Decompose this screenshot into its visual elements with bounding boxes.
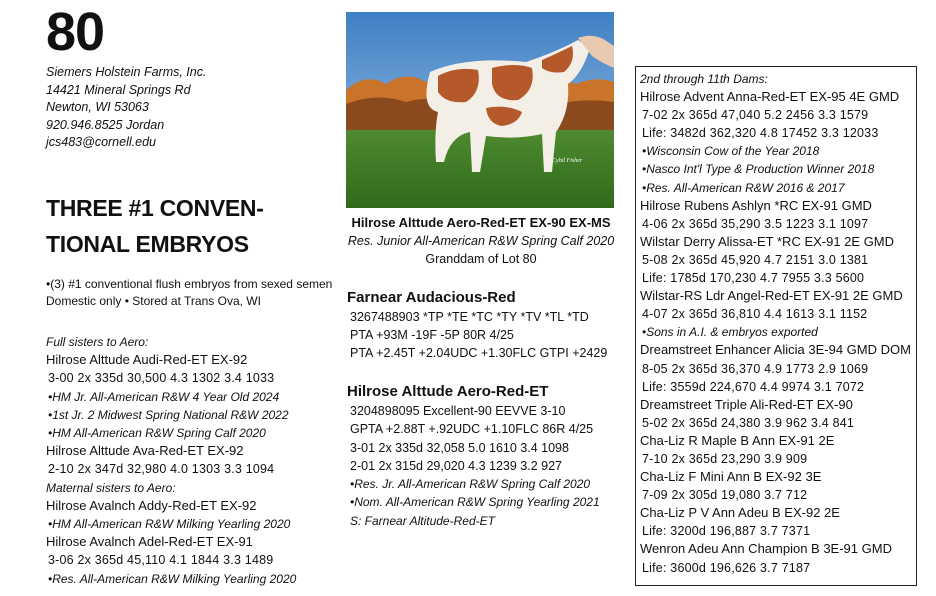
- headline-line: THREE #1 CONVEN-: [46, 195, 264, 221]
- sister-record: 2-10 2x 347d 32,980 4.0 1303 3.3 1094: [48, 462, 275, 477]
- dam-name: Cha-Liz F Mini Ann B EX-92 3E: [640, 469, 822, 485]
- lot-description: [46, 276, 332, 310]
- description-line: Domestic only • Stored at Trans Ova, WI: [46, 294, 261, 308]
- dam-name: Hilrose Rubens Ashlyn *RC EX-91 GMD: [640, 197, 872, 213]
- sisters-section: [46, 333, 336, 588]
- caption-name: Hilrose Alttude Aero-Red-ET EX-90 EX-MS: [351, 215, 611, 230]
- dam-record: Life: 1785d 170,230 4.7 7955 3.3 5600: [642, 271, 865, 286]
- lot-number: 80: [46, 2, 105, 62]
- sister-record: 3-06 2x 365d 45,110 4.1 1844 3.3 1489: [48, 553, 274, 568]
- dam-record: 2-01 2x 315d 29,020 4.3 1239 3.2 927: [350, 458, 562, 473]
- dams-box: [635, 66, 917, 586]
- sister-name: Hilrose Alttude Audi-Red-ET EX-92: [46, 352, 248, 368]
- consignor-name: Siemers Holstein Farms, Inc.: [46, 65, 207, 79]
- sister-name: Hilrose Alttude Ava-Red-ET EX-92: [46, 443, 244, 459]
- dam-record: Life: 3559d 224,670 4.4 9974 3.1 7072: [642, 379, 865, 394]
- dam-record: 7-02 2x 365d 47,040 5.2 2456 3.3 1579: [642, 108, 869, 123]
- cow-photo: [346, 12, 614, 208]
- sister-name: Hilrose Avalnch Addy-Red-ET EX-92: [46, 497, 257, 513]
- dam-record: 5-08 2x 365d 45,920 4.7 2151 3.0 1381: [642, 252, 869, 267]
- dam-name: Wilstar-RS Ldr Angel-Red-ET EX-91 2E GMD: [640, 288, 903, 304]
- dam-info-line: GPTA +2.88T +.92UDC +1.10FLC 86R 4/25: [350, 422, 594, 437]
- consignor-city: Newton, WI 53063: [46, 100, 149, 114]
- dam-note: •Nasco Int'l Type & Production Winner 2018: [642, 162, 875, 177]
- consignor-email: jcs483@cornell.edu: [46, 135, 156, 149]
- dam-name: Cha-Liz R Maple B Ann EX-91 2E: [640, 432, 835, 448]
- sire-info-line: 3267488903 *TP *TE *TC *TY *TV *TL *TD: [350, 310, 589, 324]
- sister-note: •HM Jr. All-American R&W 4 Year Old 2024: [48, 389, 280, 404]
- dam-note: •Wisconsin Cow of the Year 2018: [642, 144, 820, 159]
- consignor-phone: 920.946.8525 Jordan: [46, 117, 165, 132]
- dam-record: 5-02 2x 365d 24,380 3.9 962 3.4 841: [642, 415, 855, 430]
- sire-name: Farnear Audacious-Red: [347, 289, 516, 306]
- dam-record: 7-10 2x 365d 23,290 3.9 909: [642, 451, 808, 466]
- headline-line: TIONAL EMBRYOS: [46, 231, 249, 257]
- caption-relation: Granddam of Lot 80: [425, 252, 537, 266]
- dam-info-line: 3204898095 Excellent-90 EEVVE 3-10: [350, 404, 566, 418]
- sister-note: •Res. All-American R&W Milking Yearling 2020: [48, 571, 297, 586]
- cow-photo-illustration: [346, 12, 614, 208]
- dam-note: •Res. Jr. All-American R&W Spring Calf 2020: [350, 477, 591, 492]
- dam-name: Wenron Adeu Ann Champion B 3E-91 GMD: [640, 541, 892, 557]
- dam-record: 7-09 2x 305d 19,080 3.7 712: [642, 488, 808, 503]
- sire-info-line: PTA +2.45T +2.04UDC +1.30FLC GTPI +2429: [350, 346, 608, 360]
- consignor-info: [46, 64, 206, 152]
- sister-record: 3-00 2x 335d 30,500 4.3 1302 3.4 1033: [48, 371, 275, 386]
- caption-award: Res. Junior All-American R&W Spring Calf 2020: [347, 234, 615, 248]
- dam-note: •Nom. All-American R&W Spring Yearling 2021: [350, 495, 600, 510]
- dam-name: Dreamstreet Triple Ali-Red-ET EX-90: [640, 396, 853, 412]
- dam-sire: S: Farnear Altitude-Red-ET: [350, 513, 495, 528]
- dam-note: •Res. All-American R&W 2016 & 2017: [642, 180, 845, 195]
- dam-name: Wilstar Derry Alissa-ET *RC EX-91 2E GMD: [640, 233, 895, 249]
- sister-name: Hilrose Avalnch Adel-Red-ET EX-91: [46, 534, 253, 550]
- dams-list: [640, 88, 912, 577]
- description-line: •(3) #1 conventional flush embryos from sexed semen: [46, 277, 333, 291]
- sister-note: •1st Jr. 2 Midwest Spring National R&W 2022: [48, 407, 289, 422]
- dam-section: [347, 382, 600, 530]
- dam-name: Cha-Liz P V Ann Adeu B EX-92 2E: [640, 505, 840, 521]
- dam-name: Hilrose Alttude Aero-Red-ET: [347, 383, 549, 400]
- dam-note: •Sons in A.I. & embryos exported: [642, 325, 818, 340]
- dam-record: Life: 3482d 362,320 4.8 17452 3.3 12033: [642, 126, 879, 141]
- maternal-sisters-label: Maternal sisters to Aero:: [46, 480, 176, 495]
- dam-record: 4-07 2x 365d 36,810 4.4 1613 3.1 1152: [642, 307, 868, 322]
- photo-signature: © Cybil Fisher: [546, 158, 583, 164]
- sister-note: •HM All-American R&W Milking Yearling 2020: [48, 517, 291, 532]
- dam-record: Life: 3600d 196,626 3.7 7187: [642, 560, 811, 575]
- sister-note: •HM All-American R&W Spring Calf 2020: [48, 426, 266, 441]
- consignor-address: 14421 Mineral Springs Rd: [46, 82, 191, 97]
- dam-record: 8-05 2x 365d 36,370 4.9 1773 2.9 1069: [642, 361, 869, 376]
- photo-caption: [336, 214, 626, 268]
- sire-info-line: PTA +93M -19F -5P 80R 4/25: [350, 328, 514, 342]
- dam-record: 3-01 2x 335d 32,058 5.0 1610 3.4 1098: [350, 440, 569, 455]
- sire-section: [347, 288, 607, 362]
- dam-record: Life: 3200d 196,887 3.7 7371: [642, 524, 811, 539]
- dam-name: Dreamstreet Enhancer Alicia 3E-94 GMD DOM: [640, 342, 911, 358]
- full-sisters-label: Full sisters to Aero:: [46, 335, 149, 349]
- dam-record: 4-06 2x 365d 35,290 3.5 1223 3.1 1097: [642, 216, 869, 231]
- dams-box-label: 2nd through 11th Dams:: [640, 72, 768, 86]
- lot-headline: [46, 190, 264, 262]
- dam-name: Hilrose Advent Anna-Red-ET EX-95 4E GMD: [640, 89, 900, 105]
